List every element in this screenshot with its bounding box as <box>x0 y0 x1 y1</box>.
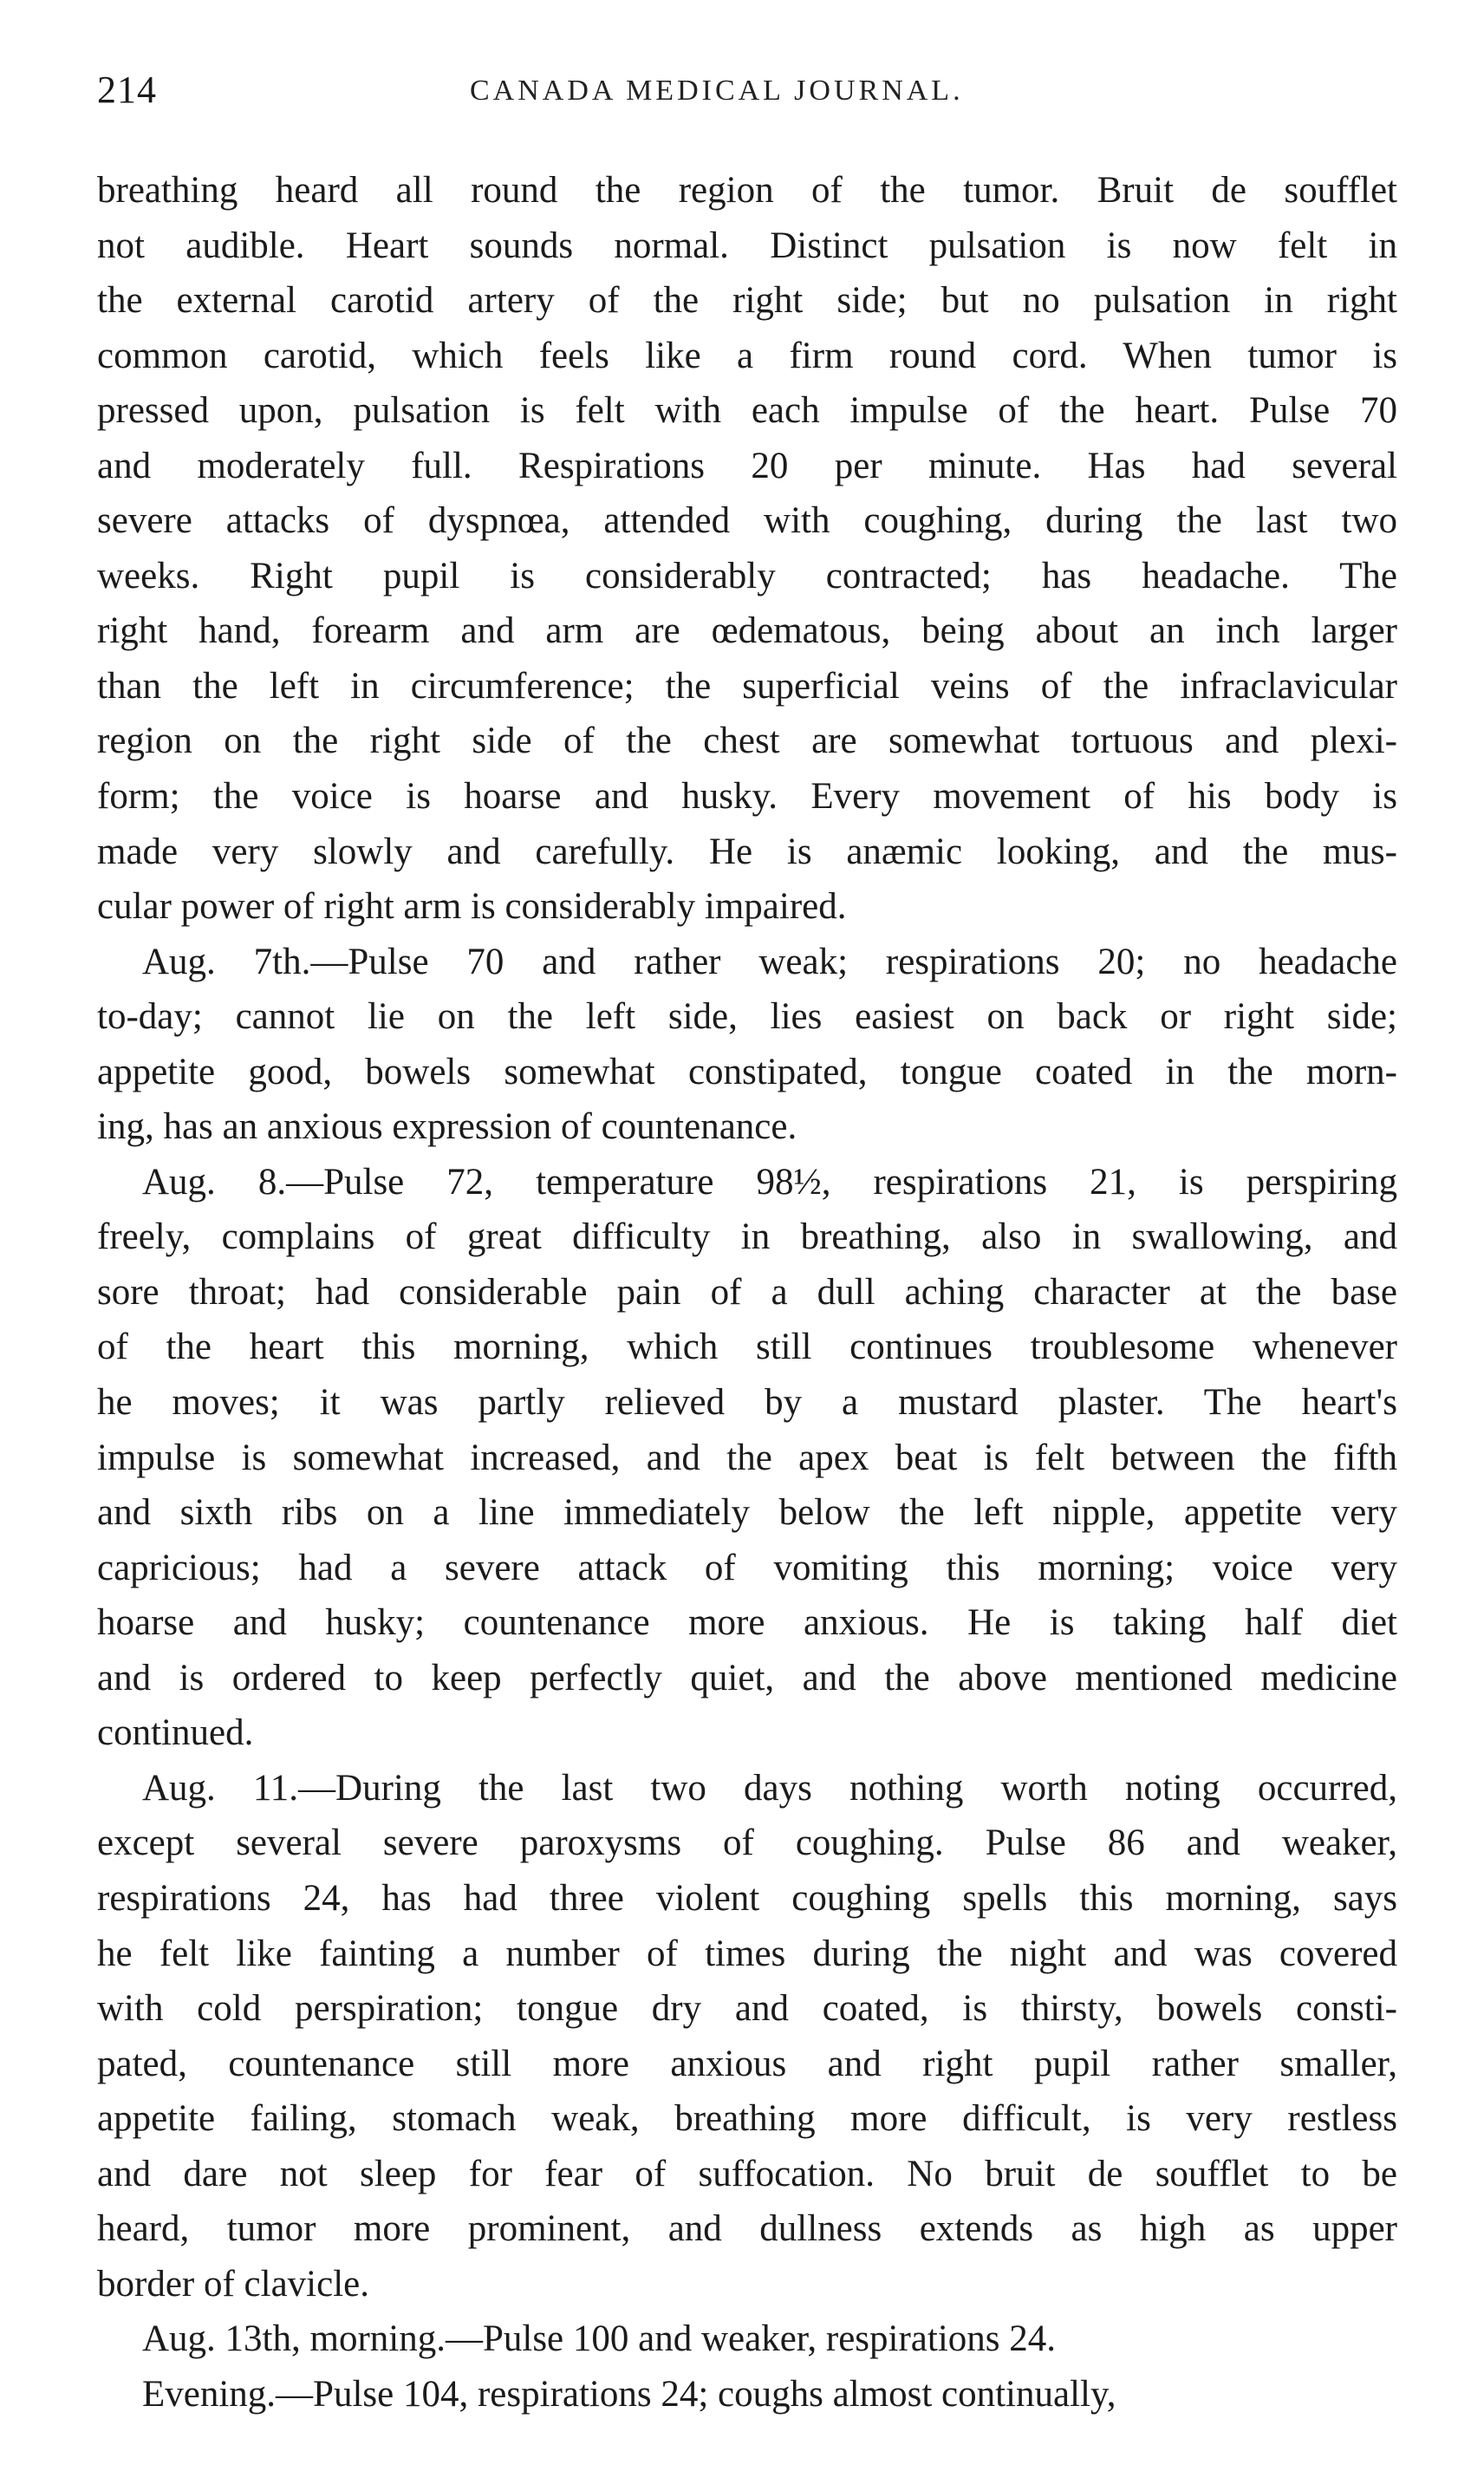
text-line: form; the voice is hoarse and husky. Every movement of his body is <box>97 776 1397 818</box>
text-line: Aug. 11.—During the last two days nothing worth noting occurred, <box>142 1767 1397 1809</box>
text-line: with cold perspiration; tongue dry and coated, is thirsty, bowels consti- <box>97 1988 1397 2030</box>
text-line: he felt like fainting a number of times during the night and was covered <box>97 1933 1397 1974</box>
text-line: capricious; had a severe attack of vomiting this morning; voice very <box>97 1547 1397 1588</box>
text-line: and is ordered to keep perfectly quiet, and the above mentioned medicine <box>97 1657 1397 1698</box>
text-line: heard, tumor more prominent, and dullness extends as high as upper <box>97 2208 1397 2250</box>
text-line: pressed upon, pulsation is felt with each impulse of the heart. Pulse 70 <box>97 390 1397 432</box>
text-line: common carotid, which feels like a firm round cord. When tumor is <box>97 335 1397 376</box>
text-line: made very slowly and carefully. He is anæmic looking, and the mus- <box>97 831 1397 872</box>
text-line: except several severe paroxysms of coughing. Pulse 86 and weaker, <box>97 1822 1397 1864</box>
text-line: weeks. Right pupil is considerably contracted; has headache. The <box>97 555 1397 597</box>
text-line: freely, complains of great difficulty in breathing, also in swallowing, and <box>97 1216 1397 1258</box>
text-line: of the heart this morning, which still continues troublesome whenever <box>97 1327 1397 1368</box>
text-line: hoarse and husky; countenance more anxious. He is taking half diet <box>97 1602 1397 1644</box>
text-line: severe attacks of dyspnœa, attended with coughing, during the last two <box>97 500 1397 542</box>
text-line: region on the right side of the chest are somewhat tortuous and plexi- <box>97 720 1397 762</box>
page-number: 214 <box>97 68 157 111</box>
text-line: impulse is somewhat increased, and the apex beat is felt between the fifth <box>97 1437 1397 1478</box>
text-line: ing, has an anxious expression of countenance. <box>97 1106 797 1148</box>
text-line: and sixth ribs on a line immediately below the left nipple, appetite very <box>97 1492 1397 1534</box>
text-line: continued. <box>97 1712 254 1754</box>
body-text <box>97 163 1397 2422</box>
text-line: the external carotid artery of the right side; but no pulsation in right <box>97 280 1397 322</box>
text-line: to-day; cannot lie on the left side, lies easiest on back or right side; <box>97 996 1397 1038</box>
text-line: appetite good, bowels somewhat constipated, tongue coated in the morn- <box>97 1051 1397 1092</box>
text-line: than the left in circumference; the superficial veins of the infraclavicular <box>97 665 1397 707</box>
text-line: and dare not sleep for fear of suffocation. No bruit de soufflet to be <box>97 2153 1397 2194</box>
text-line: Evening.—Pulse 104, respirations 24; coughs almost continually, <box>142 2373 1116 2415</box>
text-line: respirations 24, has had three violent coughing spells this morning, says <box>97 1877 1397 1919</box>
text-line: Aug. 13th, morning.—Pulse 100 and weaker, respirations 24. <box>142 2318 1057 2360</box>
text-line: and moderately full. Respirations 20 per minute. Has had several <box>97 445 1397 486</box>
text-line: sore throat; had considerable pain of a dull aching character at the base <box>97 1271 1397 1313</box>
text-line: breathing heard all round the region of the tumor. Bruit de soufflet <box>97 170 1397 211</box>
text-line: right hand, forearm and arm are œdematous, being about an inch larger <box>97 610 1397 652</box>
text-line: border of clavicle. <box>97 2263 369 2305</box>
text-line: Aug. 7th.—Pulse 70 and rather weak; respirations 20; no headache <box>142 941 1397 982</box>
text-line: pated, countenance still more anxious and right pupil rather smaller, <box>97 2043 1397 2084</box>
text-line: appetite failing, stomach weak, breathing more difficult, is very restless <box>97 2098 1397 2140</box>
text-line: cular power of right arm is considerably impaired. <box>97 886 847 928</box>
text-line: he moves; it was partly relieved by a mustard plaster. The heart's <box>97 1382 1397 1424</box>
text-line: not audible. Heart sounds normal. Distinct pulsation is now felt in <box>97 225 1397 266</box>
text-line: Aug. 8.—Pulse 72, temperature 98½, respirations 21, is perspiring <box>142 1161 1397 1203</box>
journal-title: CANADA MEDICAL JOURNAL. <box>470 75 964 107</box>
running-head <box>97 68 1397 120</box>
